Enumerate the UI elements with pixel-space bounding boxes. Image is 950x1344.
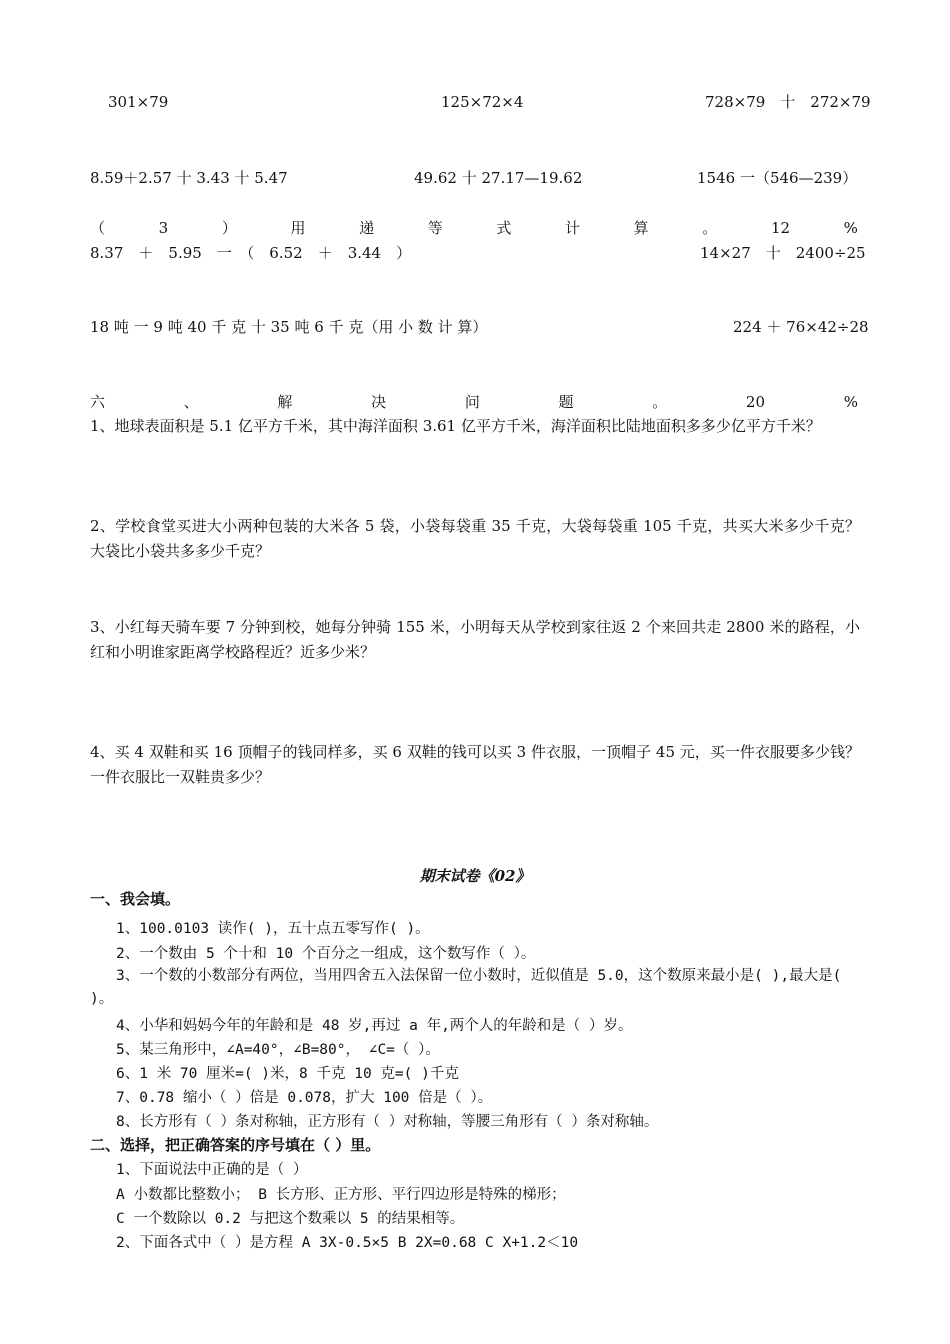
heading-char: 问 [464,393,480,411]
calc-item-8: 14×27 十 2400÷25 [700,244,866,262]
choice-item: C 一个数除以 0.2 与把这个数乘以 5 的结果相等。 [116,1211,465,1227]
calc-item-10: 224 ＋ 76×42÷28 [733,318,869,336]
word-problem-2: 2、学校食堂买进大小两种包装的大米各 5 袋，小袋每袋重 35 千克，大袋每袋重 105 千克，共买大米多少千克？大袋比小袋共多多少千克？ [90,517,860,560]
calc-item-2: 125×72×4 [441,93,524,111]
heading-char: 、 [183,393,199,411]
heading-char: ） [221,219,237,237]
calc-item-9: 18 吨 一 9 吨 40 千 克 十 35 吨 6 千 克（用 小 数 计 算） [90,318,488,336]
fill-item: 3、一个数的小数部分有两位，当用四舍五入法保留一位小数时，近似值是 5.0，这个数原来最小是( ),最大是( )。 [90,968,842,1007]
calc-item-7: 8.37 ＋ 5.95 一 （ 6.52 ＋ 3.44 ） [90,244,412,262]
heading-char: 12 [770,219,791,237]
calc-item-6: 1546 一（546—239） [697,169,858,187]
word-problem-4: 4、买 4 双鞋和买 16 顶帽子的钱同样多，买 6 双鞋的钱可以买 3 件衣服，一顶帽子 45 元，买一件衣服要多少钱？一件衣服比一双鞋贵多少？ [90,743,860,786]
heading-char: 计 [565,219,581,237]
heading-char: 递 [359,219,375,237]
heading-char: 式 [496,219,512,237]
heading-char: 决 [371,393,387,411]
calc-item-3: 728×79 十 272×79 [705,93,871,111]
fill-item: 7、0.78 缩小（ ）倍是 0.078，扩大 100 倍是（ ）。 [116,1090,493,1106]
word-problem-3: 3、小红每天骑车要 7 分钟到校，她每分钟骑 155 米，小明每天从学校到家往返 2 个来回共走 2800 米的路程，小红和小明谁家距离学校路程近？近多少米？ [90,618,860,661]
heading-char: 3 [158,219,169,237]
choice-item: A 小数都比整数小； B 长方形、正方形、平行四边形是特殊的梯形； [116,1187,566,1203]
heading-char: （ [90,219,106,237]
word-problem-1: 1、地球表面积是 5.1 亿平方千米，其中海洋面积 3.61 亿平方千米，海洋面积比陆地面积多多少亿平方千米？ [90,417,821,435]
heading-char: 六 [90,393,106,411]
fill-item: 4、小华和妈妈今年的年龄和是 48 岁,再过 a 年,两个人的年龄和是（ ）岁。 [116,1018,633,1034]
heading-char: 。 [702,219,718,237]
heading-char: 题 [558,393,574,411]
heading-char: % [843,393,858,411]
fill-item: 5、某三角形中，∠A=40°，∠B=80°， ∠C=（ ）。 [116,1042,440,1058]
fill-item: 6、1 米 70 厘米=( )米，8 千克 10 克=( )千克 [116,1066,459,1082]
heading-char: 用 [290,219,306,237]
section-heading-calc [90,221,858,236]
heading-char: 等 [427,219,443,237]
section-heading-choice: 二、选择，把正确答案的序号填在（ ）里。 [90,1136,381,1154]
heading-char: 解 [277,393,293,411]
heading-char: 算 [633,219,649,237]
choice-item: 1、下面说法中正确的是（ ） [116,1162,308,1178]
choice-item: 2、下面各式中（ ）是方程 A 3X-0.5×5 B 2X=0.68 C X+1.2＜10 [116,1235,579,1251]
heading-char: 20 [745,393,766,411]
calc-item-1: 301×79 [108,93,169,111]
heading-char: 。 [652,393,668,411]
section-heading-fill: 一、我会填。 [90,890,181,908]
calc-item-5: 49.62 十 27.17—19.62 [414,169,583,187]
heading-char: % [843,219,858,237]
fill-item: 2、一个数由 5 个十和 10 个百分之一组成，这个数写作（ ）。 [116,946,536,962]
fill-item: 1、100.0103 读作( )，五十点五零写作( )。 [116,921,430,937]
calc-item-4: 8.59＋2.57 十 3.43 十 5.47 [90,169,288,187]
fill-item: 8、长方形有（ ）条对称轴，正方形有（ ）对称轴，等腰三角形有（ ）条对称轴。 [116,1114,659,1130]
section-heading-problems [90,395,858,410]
exam-title: 期末试卷《02》 [419,867,531,885]
